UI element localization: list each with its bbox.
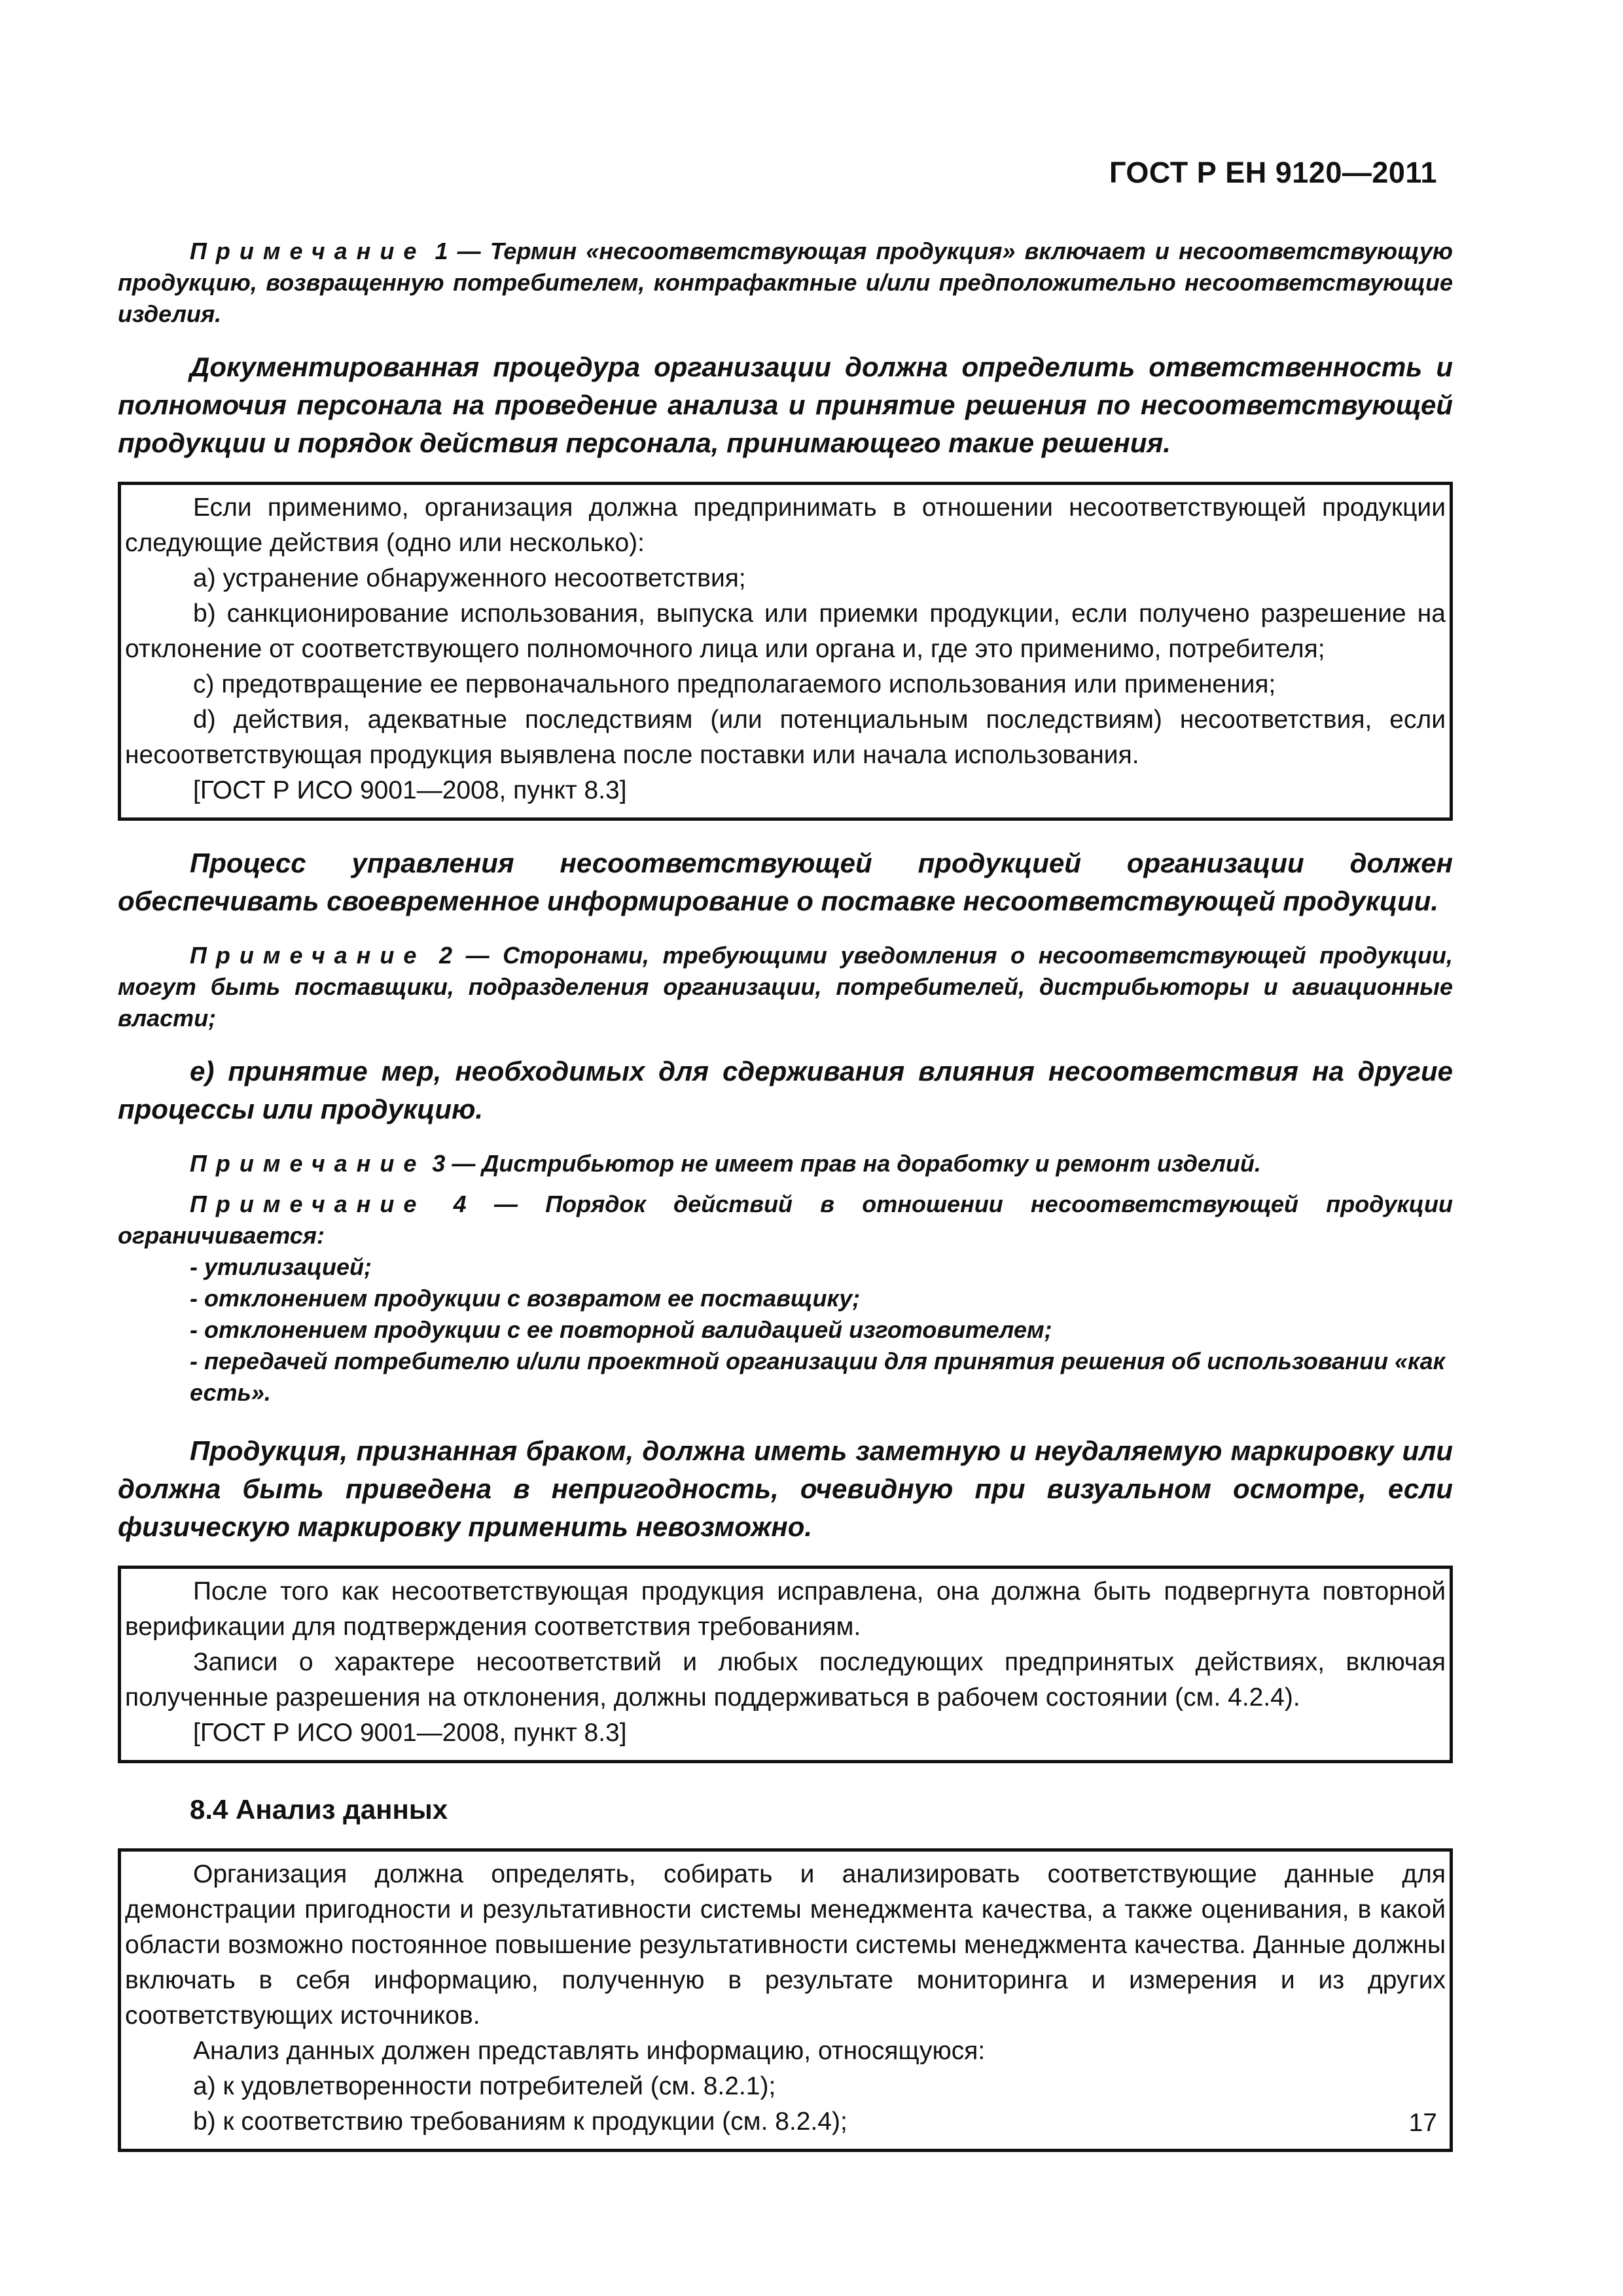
note-tag: Примечание [190, 238, 426, 264]
list-item: a) устранение обнаруженного несоответствия; [193, 564, 746, 592]
list-item: b) санкционирование использования, выпуска или приемки продукции, если получено разрешение на отклонение от соответствующего полномочного лица или органа и, где это применимо, потребителя; [125, 600, 1446, 663]
requirement-paragraph-3: е) принятие мер, необходимых для сдерживания влияния несоответствия на другие процессы или продукцию. [118, 1056, 1453, 1124]
dash-item: - отклонением продукции с возвратом ее поставщику; [190, 1285, 861, 1312]
list-item: c) предотвращение ее первоначального предполагаемого использования или применения; [193, 670, 1276, 698]
standard-reference: [ГОСТ Р ИСО 9001—2008, пункт 8.3] [193, 776, 627, 804]
note-4 [118, 1189, 1453, 1251]
note-1 [118, 236, 1453, 330]
list-item: a) к удовлетворенности потребителей (см. 8.2.1); [193, 2072, 776, 2100]
dash-item: - отклонением продукции с ее повторной валидацией изготовителем; [190, 1316, 1052, 1343]
page-number: 17 [1408, 2109, 1437, 2137]
standard-reference: [ГОСТ Р ИСО 9001—2008, пункт 8.3] [193, 1719, 627, 1747]
list-item: d) действия, адекватные последствиям (или потенциальным последствиям) несоответствия, если несоответствующая продукция выявлена после поставки или начала использования. [125, 706, 1446, 769]
box-paragraph: Анализ данных должен представлять информацию, относящуюся: [193, 2037, 986, 2065]
note-2 [118, 940, 1453, 1034]
requirement-paragraph-1: Документированная процедура организации должна определить ответственность и полномочия персонала на проведение анализа и принятие решения по несоответствующей продукции и порядок действия персонала, принимающего такие решения. [118, 351, 1453, 458]
quoted-standard-box-2 [118, 1566, 1453, 1763]
note-3 [118, 1148, 1453, 1179]
section-heading: 8.4 Анализ данных [190, 1794, 448, 1825]
note-tag: Примечание [190, 1191, 426, 1217]
quoted-standard-box-3 [118, 1848, 1453, 2152]
note-tag: Примечание [190, 1150, 426, 1177]
dash-item: - утилизацией; [190, 1253, 372, 1280]
note-text: 2 — Сторонами, требующими уведомления о несоответствующей продукции, могут быть поставщики, подразделения организации, потребителей, дистрибьюторы и авиационные власти; [118, 942, 1453, 1031]
box-paragraph: Записи о характере несоответствий и любых последующих предпринятых действиях, включая полученные разрешения на отклонения, должны поддерживаться в рабочем состоянии (см. 4.2.4). [125, 1648, 1446, 1712]
note-tag: Примечание [190, 942, 426, 969]
note-text: 4 — Порядок действий в отношении несоответствующей продукции ограничивается: [118, 1191, 1453, 1249]
quoted-standard-box-1 [118, 482, 1453, 821]
note-text: 1 — Термин «несоответствующая продукция» включает и несоответствующую продукцию, возвращенную потребителем, контрафактные и/или предположительно несоответствующие изделия. [118, 238, 1453, 327]
requirement-paragraph-4: Продукция, признанная браком, должна иметь заметную и неудаляемую маркировку или должна быть приведена в непригодность, очевидную при визуальном осмотре, если физическую маркировку применить невозможно. [118, 1435, 1453, 1542]
note-text: 3 — Дистрибьютор не имеет прав на доработку и ремонт изделий. [425, 1150, 1261, 1177]
box-intro: Если применимо, организация должна предпринимать в отношении несоответствующей продукции следующие действия (одно или несколько): [125, 493, 1446, 557]
box-paragraph: После того как несоответствующая продукция исправлена, она должна быть подвергнута повторной верификации для подтверждения соответствия требованиям. [125, 1577, 1446, 1641]
page-content [118, 236, 1453, 2152]
requirement-paragraph-2: Процесс управления несоответствующей продукцией организации должен обеспечивать своевременное информирование о поставке несоответствующей продукции. [118, 848, 1453, 916]
list-item: b) к соответствию требованиям к продукции (см. 8.2.4); [193, 2108, 847, 2136]
dash-item: - передачей потребителю и/или проектной организации для принятия решения об использовании «как есть». [190, 1348, 1445, 1406]
document-code: ГОСТ Р ЕН 9120—2011 [1109, 156, 1437, 189]
box-paragraph: Организация должна определять, собирать и анализировать соответствующие данные для демонстрации пригодности и результативности системы менеджмента качества, а также оценивания, в какой области возможно постоянное повышение результативности системы менеджмента качества. Данные должны включать в себя информацию, полученную в результате мониторинга и измерения и из других соответствующих источников. [125, 1860, 1446, 2030]
